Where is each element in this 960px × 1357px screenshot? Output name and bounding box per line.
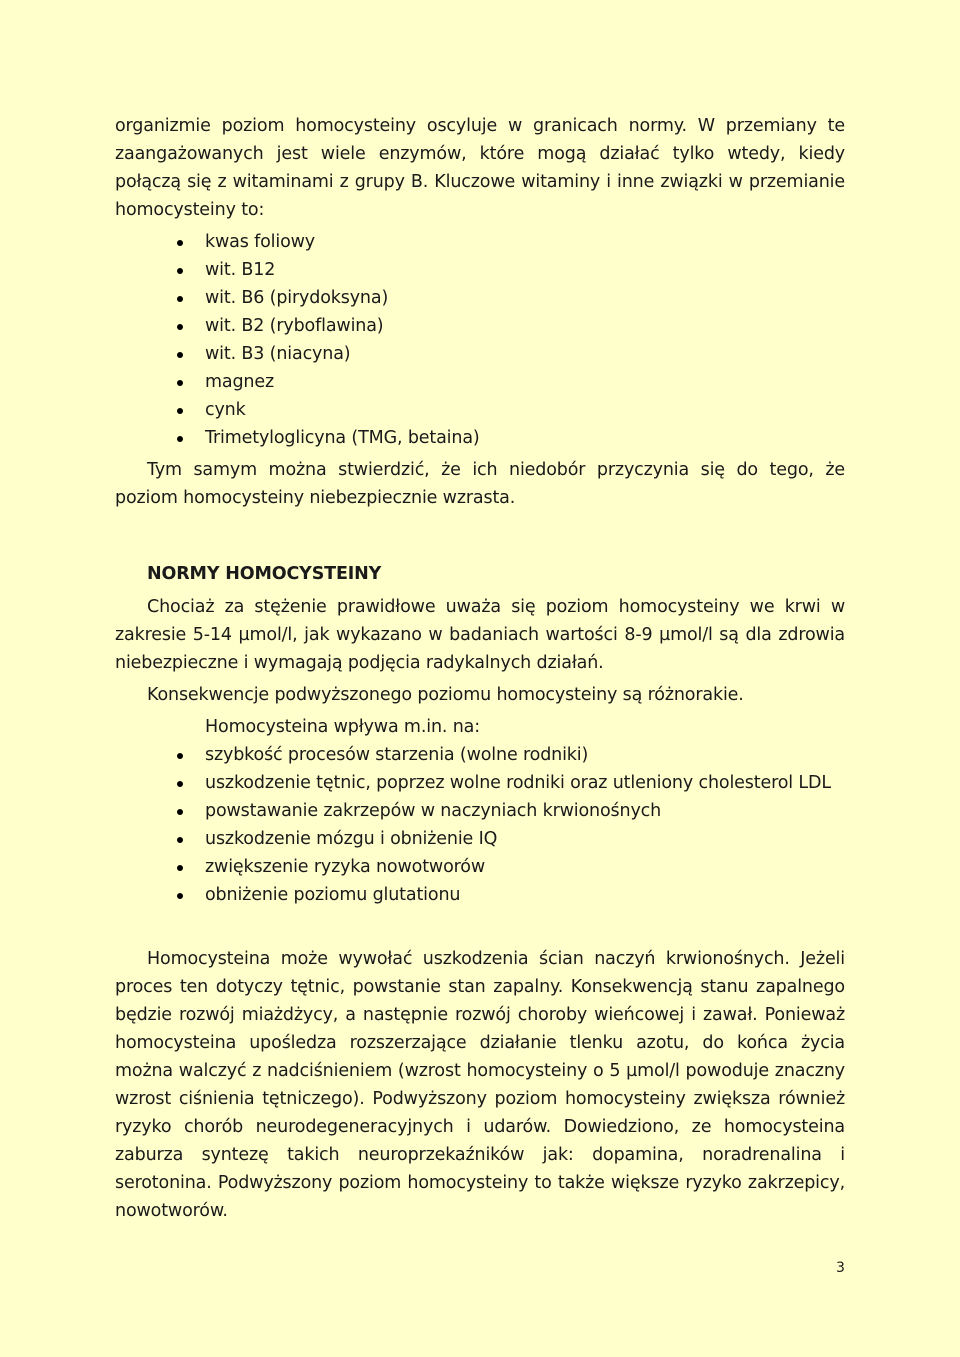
section-heading: NORMY HOMOCYSTEINY: [147, 564, 382, 584]
list-item: wit. B12: [115, 256, 845, 284]
list-item: kwas foliowy: [115, 228, 845, 256]
list-item: szybkość procesów starzenia (wolne rodniki): [115, 741, 845, 769]
consequences-paragraph: Konsekwencje podwyższonego poziomu homocysteiny są różnorakie.: [147, 685, 744, 705]
effects-intro: Homocysteina wpływa m.in. na:: [205, 717, 480, 737]
norms-paragraph: Chociaż za stężenie prawidłowe uważa się poziom homocysteiny we krwi w zakresie 5-14 µmol/l, jak wykazano w badaniach wartości 8-9 µmol/l są dla zdrowia niebezpieczne i wymagają podjęcia radykalnych działań.: [115, 597, 845, 673]
list-item: zwiększenie ryzyka nowotworów: [115, 853, 845, 881]
list-item: cynk: [115, 396, 845, 424]
intro-paragraph: organizmie poziom homocysteiny oscyluje w granicach normy. W przemiany te zaangażowanych jest wiele enzymów, które mogą działać tylko wtedy, kiedy połączą się z witaminami z grupy B. Kluczowe witaminy i inne związki w przemianie homocysteiny to:: [115, 116, 845, 220]
list-item: wit. B6 (pirydoksyna): [115, 284, 845, 312]
page-number: 3: [836, 1260, 845, 1276]
list-item: uszkodzenie mózgu i obniżenie IQ: [115, 825, 845, 853]
final-paragraph: Homocysteina może wywołać uszkodzenia ścian naczyń krwionośnych. Jeżeli proces ten dotyczy tętnic, powstanie stan zapalny. Konsekwencją stanu zapalnego będzie rozwój miażdżycy, a następnie rozwój choroby wieńcowej i zawał. Ponieważ homocysteina upośledza rozszerzające działanie tlenku azotu, do końca życia można walczyć z nadciśnieniem (wzrost homocysteiny o 5 µmol/l powoduje znaczny wzrost ciśnienia tętniczego). Podwyższony poziom homocysteiny zwiększa również ryzyko chorób neurodegeneracyjnych i udarów. Dowiedziono, ze homocysteina zaburza syntezę takich neuroprzekaźników jak: dopamina, noradrenalina i serotonina. Podwyższony poziom homocysteiny to także większe ryzyko zakrzepicy, nowotworów.: [115, 949, 845, 1221]
deficiency-paragraph: Tym samym można stwierdzić, że ich niedobór przyczynia się do tego, że poziom homocysteiny niebezpiecznie wzrasta.: [115, 460, 845, 508]
list-item: obniżenie poziomu glutationu: [115, 881, 845, 909]
list-item: uszkodzenie tętnic, poprzez wolne rodniki oraz utleniony cholesterol LDL: [115, 769, 845, 797]
list-item: powstawanie zakrzepów w naczyniach krwionośnych: [115, 797, 845, 825]
document-page: [115, 112, 845, 1225]
list-item: wit. B3 (niacyna): [115, 340, 845, 368]
compounds-list: [115, 228, 845, 452]
list-item: Trimetyloglicyna (TMG, betaina): [115, 424, 845, 452]
effects-list: [115, 741, 845, 909]
list-item: magnez: [115, 368, 845, 396]
list-item: wit. B2 (ryboflawina): [115, 312, 845, 340]
